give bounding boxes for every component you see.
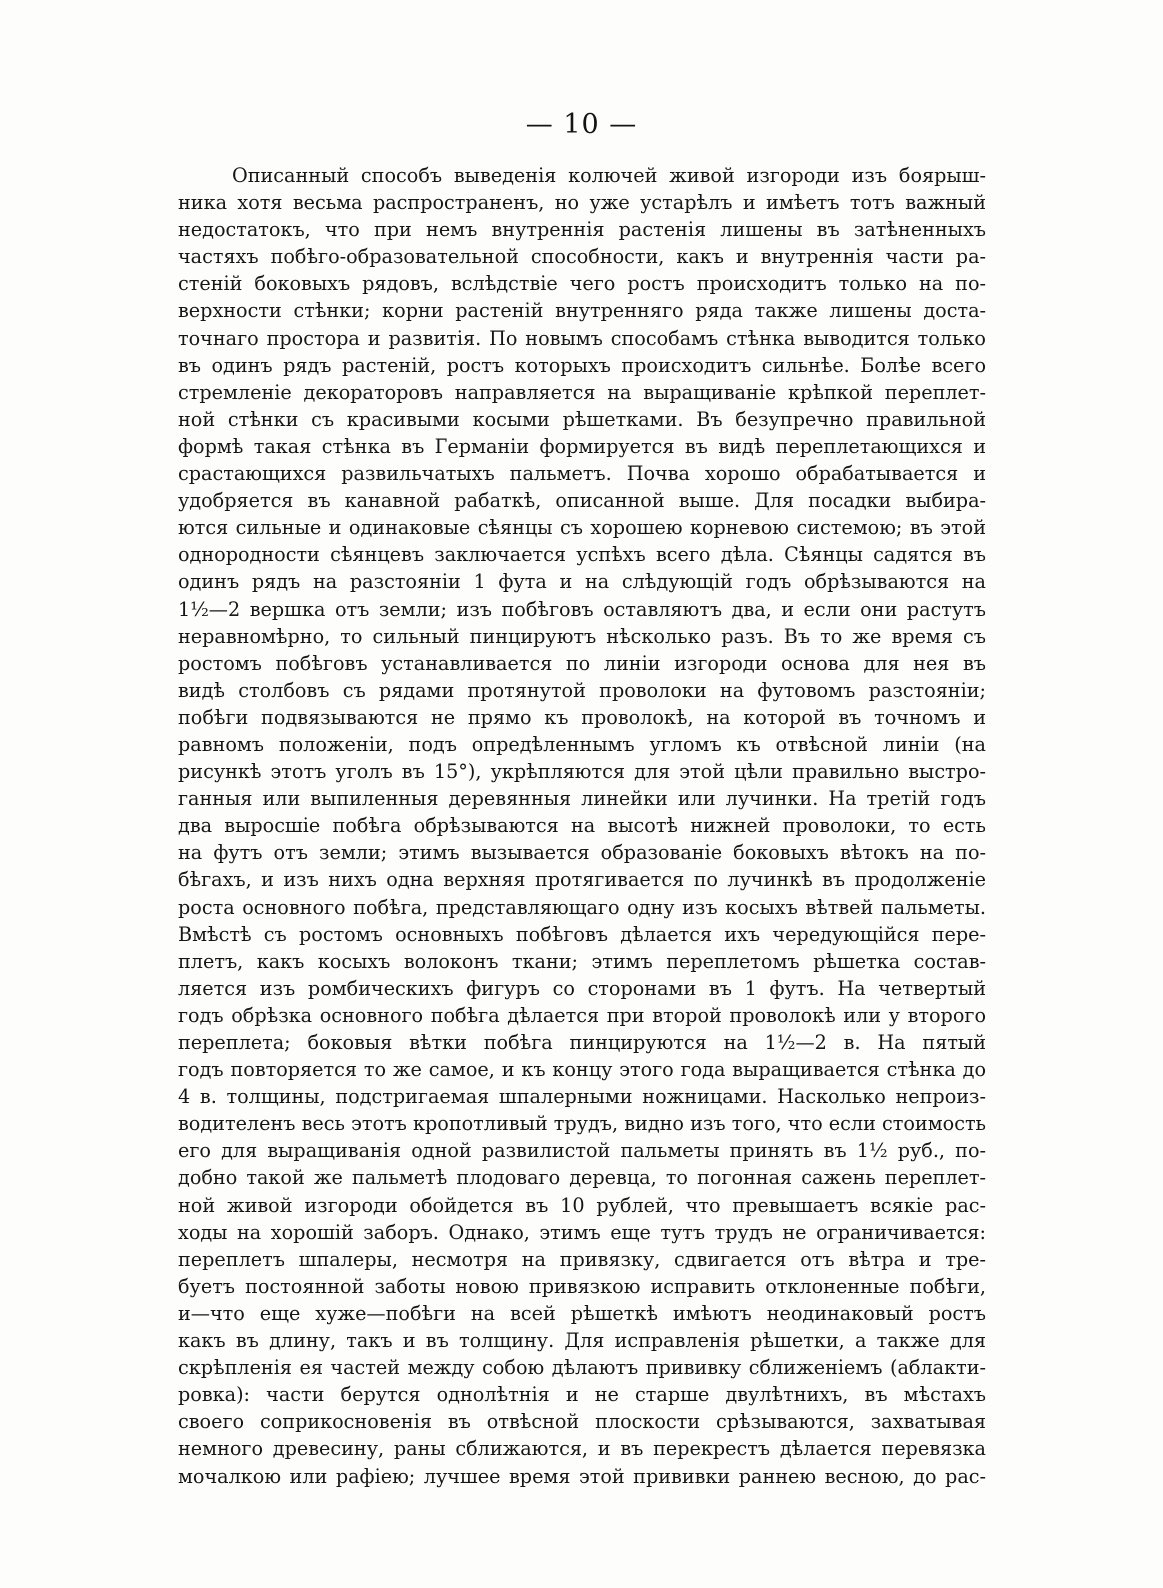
text-line: ются сильные и одинаковые сѣянцы съ хорошею корневою системою; въ этой bbox=[178, 516, 986, 540]
text-line: на футъ отъ земли; этимъ вызывается образованіе боковыхъ вѣтокъ на по- bbox=[178, 841, 986, 865]
text-line: бѣгахъ, и изъ нихъ одна верхняя протягивается по лучинкѣ въ продолженіе bbox=[178, 868, 986, 892]
text-line: ной живой изгороди обойдется въ 10 рублей, что превышаетъ всякіе рас- bbox=[178, 1193, 986, 1217]
text-line: своего соприкосновенія въ отвѣсной плоскости срѣзываются, захватывая bbox=[178, 1410, 986, 1434]
text-line: немного древесину, раны сближаются, и въ перекрестъ дѣлается перевязка bbox=[178, 1437, 986, 1461]
text-line: удобряется въ канавной рабаткѣ, описанной выше. Для посадки выбира- bbox=[178, 489, 986, 513]
text-line: точнаго простора и развитія. По новымъ способамъ стѣнка выводится только bbox=[178, 326, 986, 350]
text-line: стеній боковыхъ рядовъ, вслѣдствіе чего ростъ происходитъ только на по- bbox=[178, 272, 986, 296]
text-line: формѣ такая стѣнка въ Германіи формируется въ видѣ переплетающихся и bbox=[178, 434, 986, 458]
text-line: роста основного побѣга, представляющаго одну изъ косыхъ вѣтвей пальметы. bbox=[178, 895, 986, 919]
text-line: два выросшіе побѣга обрѣзываются на высотѣ нижней проволоки, то есть bbox=[178, 814, 986, 838]
text-line: въ одинъ рядъ растеній, ростъ которыхъ происходитъ сильнѣе. Болѣе всего bbox=[178, 353, 986, 377]
text-line: равномъ положеніи, подъ опредѣленнымъ угломъ къ отвѣсной линіи (на bbox=[178, 732, 986, 756]
paragraph bbox=[178, 162, 986, 1490]
text-line: ходы на хорошій заборъ. Однако, этимъ еще тутъ трудъ не ограничивается: bbox=[178, 1220, 986, 1244]
text-line: одинъ рядъ на разстояніи 1 фута и на слѣдующій годъ обрѣзываются на bbox=[178, 570, 986, 594]
text-line: ровка): части берутся однолѣтнія и не старше двулѣтнихъ, въ мѣстахъ bbox=[178, 1383, 986, 1407]
text-line: Описанный способъ выведенія колючей живой изгороди изъ боярыш- bbox=[232, 164, 986, 187]
text-line: Вмѣстѣ съ ростомъ основныхъ побѣговъ дѣлается ихъ чередующійся пере- bbox=[178, 922, 986, 946]
text-line: ника хотя весьма распространенъ, но уже устарѣлъ и имѣетъ тотъ важный bbox=[178, 191, 986, 215]
text-line: годъ повторяется то же самое, и къ концу этого года выращивается стѣнка до bbox=[178, 1058, 986, 1082]
text-line: ной стѣнки съ красивыми косыми рѣшетками. Въ безупречно правильной bbox=[178, 407, 986, 431]
text-line: переплетъ шпалеры, несмотря на привязку, сдвигается отъ вѣтра и тре- bbox=[178, 1247, 986, 1271]
text-line: 4 в. толщины, подстригаемая шпалерными ножницами. Насколько непроиз- bbox=[178, 1085, 986, 1109]
text-line: ляется изъ ромбическихъ фигуръ со сторонами въ 1 футъ. На четвертый bbox=[178, 976, 986, 1000]
text-line: верхности стѣнки; корни растеній внутренняго ряда также лишены доста- bbox=[178, 299, 986, 323]
text-line: ганныя или выпиленныя деревянныя линейки или лучинки. На третій годъ bbox=[178, 787, 986, 811]
text-line: переплета; боковыя вѣтки побѣга пинцируются на 1½—2 в. На пятый bbox=[178, 1031, 986, 1054]
text-line: недостатокъ, что при немъ внутреннія растенія лишены въ затѣненныхъ bbox=[178, 218, 986, 242]
text-line: побѣги подвязываются не прямо къ проволокѣ, на которой въ точномъ и bbox=[178, 705, 986, 729]
text-line: водителенъ весь этотъ кропотливый трудъ, видно изъ того, что если стоимость bbox=[178, 1112, 986, 1136]
text-line: ростомъ побѣговъ устанавливается по линіи изгороди основа для нея въ bbox=[178, 651, 986, 675]
text-line: стремленіе декораторовъ направляется на выращиваніе крѣпкой переплет- bbox=[178, 380, 986, 404]
text-line: его для выращиванія одной развилистой пальметы принять въ 1½ руб., по- bbox=[178, 1139, 986, 1163]
text-line: видѣ столбовъ съ рядами протянутой проволоки на футовомъ разстояніи; bbox=[178, 678, 986, 702]
text-line: годъ обрѣзка основного побѣга дѣлается при второй проволокѣ или у второго bbox=[178, 1003, 986, 1027]
text-line: буетъ постоянной заботы новою привязкою исправить отклоненные побѣги, bbox=[178, 1274, 986, 1298]
page-number: — 10 — bbox=[525, 109, 638, 140]
text-line: скрѣпленія ея частей между собою дѣлаютъ прививку сближеніемъ (аблакти- bbox=[178, 1356, 986, 1380]
text-line: однородности сѣянцевъ заключается успѣхъ всего дѣла. Сѣянцы садятся въ bbox=[178, 543, 986, 567]
text-line: плетъ, какъ косыхъ волоконъ ткани; этимъ переплетомъ рѣшетка состав- bbox=[178, 949, 986, 973]
text-line: рисункѣ этотъ уголъ въ 15°), укрѣпляются для этой цѣли правильно выстро- bbox=[178, 760, 986, 784]
text-line: какъ въ длину, такъ и въ толщину. Для исправленія рѣшетки, а также для bbox=[178, 1329, 986, 1353]
text-line: добно такой же пальметѣ плодоваго деревца, то погонная сажень переплет- bbox=[178, 1166, 986, 1190]
text-line: срастающихся развильчатыхъ пальметъ. Почва хорошо обрабатывается и bbox=[178, 462, 986, 486]
text-line: 1½—2 вершка отъ земли; изъ побѣговъ оставляютъ два, и если они растутъ bbox=[178, 597, 986, 621]
text-line: мочалкою или рафіею; лучшее время этой прививки раннею весною, до рас- bbox=[178, 1464, 986, 1488]
text-line: и—что еще хуже—побѣги на всей рѣшеткѣ имѣютъ неодинаковый ростъ bbox=[178, 1301, 986, 1325]
text-line: неравномѣрно, то сильный пинцируютъ нѣсколько разъ. Въ то же время съ bbox=[178, 624, 986, 648]
text-line: частяхъ побѣго-образовательной способности, какъ и внутреннія части ра- bbox=[178, 245, 986, 269]
